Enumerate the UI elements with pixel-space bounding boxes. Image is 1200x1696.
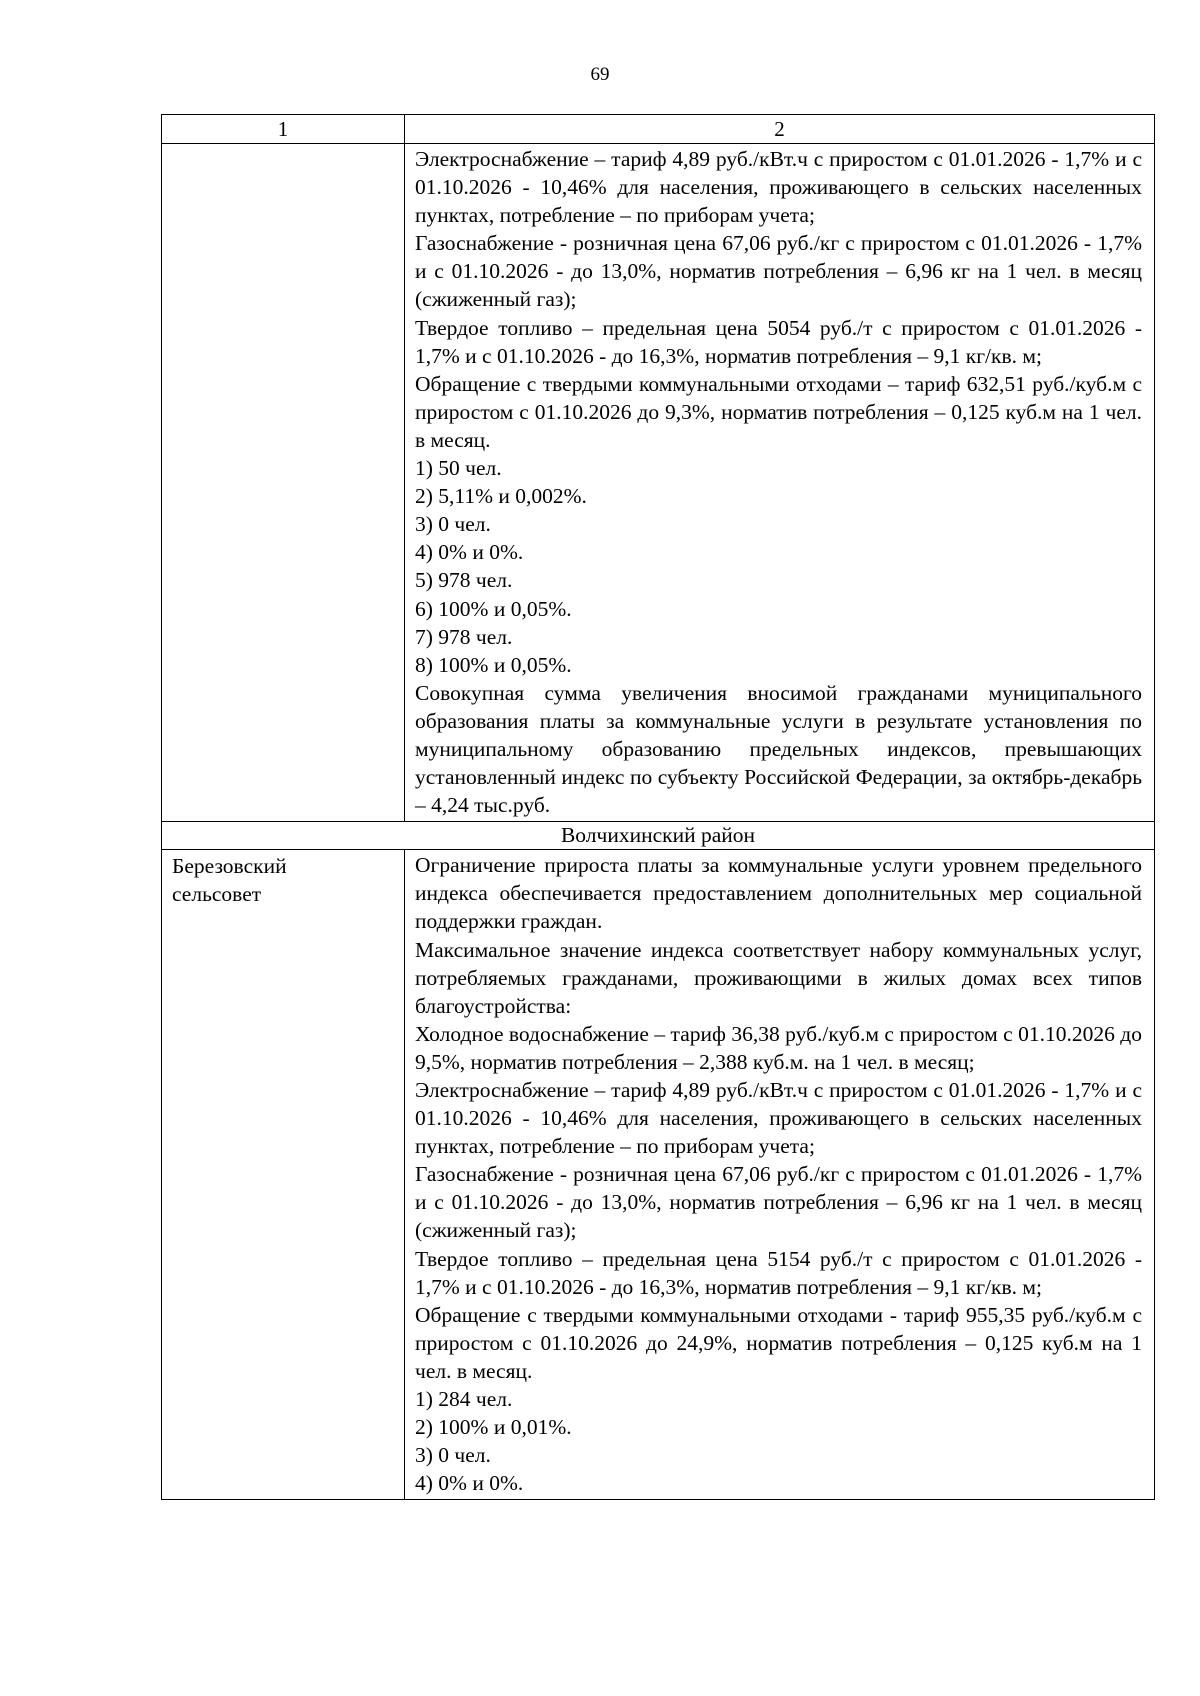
list-item: 3) 0 чел.: [415, 1443, 491, 1468]
list-item: 1) 50 чел.: [415, 456, 502, 481]
list-item: 4) 0% и 0%.: [415, 1471, 524, 1496]
list-item: 6) 100% и 0,05%.: [415, 596, 572, 621]
waste-paragraph: Обращение с твердыми коммунальными отходами - тариф 955,35 руб./куб.м с приростом с 01.10.2026 до 24,9%, норматив потребления – 0,125 куб.м на 1 чел. в месяц.: [415, 1302, 1142, 1383]
waste-paragraph: Обращение с твердыми коммунальными отходами – тариф 632,51 руб./куб.м с приростом с 01.10.2026 до 9,3%, норматив потребления – 0,125 куб.м на 1 чел. в месяц.: [415, 371, 1142, 452]
municipality-name-line2: сельсовет: [172, 882, 262, 907]
list-item: 2) 100% и 0,01%.: [415, 1415, 572, 1440]
column-header-2: 2: [405, 115, 1155, 144]
cold-water-paragraph: Холодное водоснабжение – тариф 36,38 руб./куб.м с приростом с 01.10.2026 до 9,5%, норматив потребления – 2,388 куб.м. на 1 чел. в месяц;: [415, 1021, 1142, 1074]
table-row: [162, 850, 1155, 1500]
table-header-row: [162, 115, 1155, 144]
list-item: 4) 0% и 0%.: [415, 540, 524, 565]
max-index-paragraph: Максимальное значение индекса соответствует набору коммунальных услуг, потребляемых гражданами, проживающими в жилых домах всех типов благоустройства:: [415, 937, 1142, 1018]
electricity-paragraph: Электроснабжение – тариф 4,89 руб./кВт.ч с приростом с 01.01.2026 - 1,7% и с 01.10.2026 - 10,46% для населения, проживающего в сельских населенных пунктах, потребление – по приборам учета;: [415, 1078, 1142, 1159]
gas-paragraph: Газоснабжение - розничная цена 67,06 руб./кг с приростом с 01.01.2026 - 1,7% и с 01.10.2026 - до 13,0%, норматив потребления – 6,96 кг на 1 чел. в месяц (сжиженный газ);: [415, 1162, 1142, 1243]
data-table: [161, 114, 1155, 1500]
page-number: 69: [590, 64, 610, 85]
gas-paragraph: Газоснабжение - розничная цена 67,06 руб./кг с приростом с 01.01.2026 - 1,7% и с 01.10.2026 - до 13,0%, норматив потребления – 6,96 кг на 1 чел. в месяц (сжиженный газ);: [415, 231, 1142, 312]
municipality-name-line1: Березовский: [172, 854, 287, 879]
electricity-paragraph: Электроснабжение – тариф 4,89 руб./кВт.ч с приростом с 01.01.2026 - 1,7% и с 01.10.2026 - 10,46% для населения, проживающего в сельских населенных пунктах, потребление – по приборам учета;: [415, 147, 1142, 228]
summary-paragraph: Совокупная сумма увеличения вносимой гражданами муниципального образования платы за коммунальные услуги в результате установления по муниципальному образованию предельных индексов, превышающих установленный индекс по субъекту Российской Федерации, за октябрь-декабрь – 4,24 тыс.руб.: [415, 680, 1142, 818]
limit-paragraph: Ограничение прироста платы за коммунальные услуги уровнем предельного индекса обеспечивается предоставлением дополнительных мер социальной поддержки граждан.: [415, 853, 1142, 934]
description-cell: [405, 850, 1155, 1500]
list-item: 2) 5,11% и 0,002%.: [415, 484, 587, 509]
region-title: Волчихинский район: [162, 822, 1155, 850]
municipality-cell: [162, 850, 405, 1500]
list-item: 1) 284 чел.: [415, 1387, 513, 1412]
region-row: [162, 822, 1155, 850]
list-item: 8) 100% и 0,05%.: [415, 652, 572, 677]
table-row: [162, 144, 1155, 822]
list-item: 7) 978 чел.: [415, 624, 513, 649]
solid-fuel-paragraph: Твердое топливо – предельная цена 5054 руб./т с приростом с 01.01.2026 - 1,7% и с 01.10.2026 - до 16,3%, норматив потребления – 9,1 кг/кв. м;: [415, 315, 1142, 368]
list-item: 3) 0 чел.: [415, 512, 491, 537]
description-cell: [405, 144, 1155, 822]
municipality-cell: [162, 144, 405, 822]
solid-fuel-paragraph: Твердое топливо – предельная цена 5154 руб./т с приростом с 01.01.2026 - 1,7% и с 01.10.2026 - до 16,3%, норматив потребления – 9,1 кг/кв. м;: [415, 1246, 1142, 1299]
column-header-1: 1: [162, 115, 405, 144]
list-item: 5) 978 чел.: [415, 568, 513, 593]
